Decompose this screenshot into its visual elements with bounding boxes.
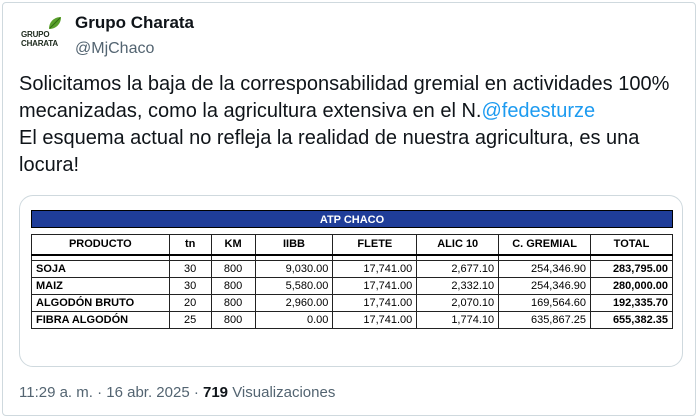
spreadsheet xyxy=(31,210,673,329)
table-cell: FIBRA ALGODÓN xyxy=(32,312,170,329)
table-cell: 5,580.00 xyxy=(255,278,333,295)
table-row xyxy=(32,295,673,312)
table-cell: 800 xyxy=(211,278,255,295)
table-cell: SOJA xyxy=(32,261,170,278)
table-cell: 169,564.60 xyxy=(499,295,591,312)
table-cell: 254,346.90 xyxy=(499,278,591,295)
data-table xyxy=(31,234,673,329)
table-cell: 2,677.10 xyxy=(417,261,499,278)
tweet-text-part1: Solicitamos la baja de la corresponsabilidad gremial en actividades 100% mecanizadas, como la agricultura extensiva en el N. xyxy=(19,73,670,122)
column-header: tn xyxy=(169,235,211,255)
table-cell: 30 xyxy=(169,278,211,295)
tweet-metadata xyxy=(19,384,335,401)
table-cell: 17,741.00 xyxy=(333,261,417,278)
avatar[interactable] xyxy=(19,15,63,59)
table-cell: ALGODÓN BRUTO xyxy=(32,295,170,312)
tweet-card xyxy=(2,2,696,416)
table-title: ATP CHACO xyxy=(31,210,673,228)
table-cell: 9,030.00 xyxy=(255,261,333,278)
tweet-text-part2: El esquema actual no refleja la realidad de nuestra agricultura, es una locura! xyxy=(19,127,640,176)
account-names xyxy=(75,11,194,59)
table-header-row xyxy=(32,235,673,255)
table-row xyxy=(32,261,673,278)
logo-text-line2: CHARATA xyxy=(21,39,58,48)
table-cell: 655,382.35 xyxy=(591,312,673,329)
display-name[interactable]: Grupo Charata xyxy=(75,13,195,32)
column-header: KM xyxy=(211,235,255,255)
mention-link[interactable]: @fedesturze xyxy=(481,100,596,122)
table-cell: 30 xyxy=(169,261,211,278)
column-header: C. GREMIAL xyxy=(499,235,591,255)
views-count: 719 xyxy=(203,384,229,401)
table-cell: 2,070.10 xyxy=(417,295,499,312)
tweet-header xyxy=(19,11,194,59)
table-cell: 283,795.00 xyxy=(591,261,673,278)
views-label: Visualizaciones xyxy=(228,384,336,401)
table-cell: 800 xyxy=(211,312,255,329)
table-cell: 254,346.90 xyxy=(499,261,591,278)
table-cell: 800 xyxy=(211,261,255,278)
table-cell: 800 xyxy=(211,295,255,312)
column-header: FLETE xyxy=(333,235,417,255)
table-cell: 20 xyxy=(169,295,211,312)
column-header: PRODUCTO xyxy=(32,235,170,255)
table-row xyxy=(32,312,673,329)
table-row xyxy=(32,278,673,295)
tweet-text xyxy=(19,71,689,179)
table-cell: 635,867.25 xyxy=(499,312,591,329)
timestamp-link[interactable]: 11:29 a. m. · 16 abr. 2025 · xyxy=(19,384,203,401)
table-cell: 2,960.00 xyxy=(255,295,333,312)
column-header: ALIC 10 xyxy=(417,235,499,255)
tweet-image[interactable] xyxy=(19,195,683,367)
table-cell: 17,741.00 xyxy=(333,278,417,295)
account-handle[interactable]: @MjChaco xyxy=(75,40,155,57)
table-cell: 25 xyxy=(169,312,211,329)
logo-text-line1: GRUPO xyxy=(21,30,50,39)
table-cell: 192,335.70 xyxy=(591,295,673,312)
table-cell: 280,000.00 xyxy=(591,278,673,295)
table-cell: 0.00 xyxy=(255,312,333,329)
column-header: TOTAL xyxy=(591,235,673,255)
table-cell: 17,741.00 xyxy=(333,312,417,329)
column-header: IIBB xyxy=(255,235,333,255)
table-cell: 2,332.10 xyxy=(417,278,499,295)
table-cell: 17,741.00 xyxy=(333,295,417,312)
table-cell: MAIZ xyxy=(32,278,170,295)
table-cell: 1,774.10 xyxy=(417,312,499,329)
